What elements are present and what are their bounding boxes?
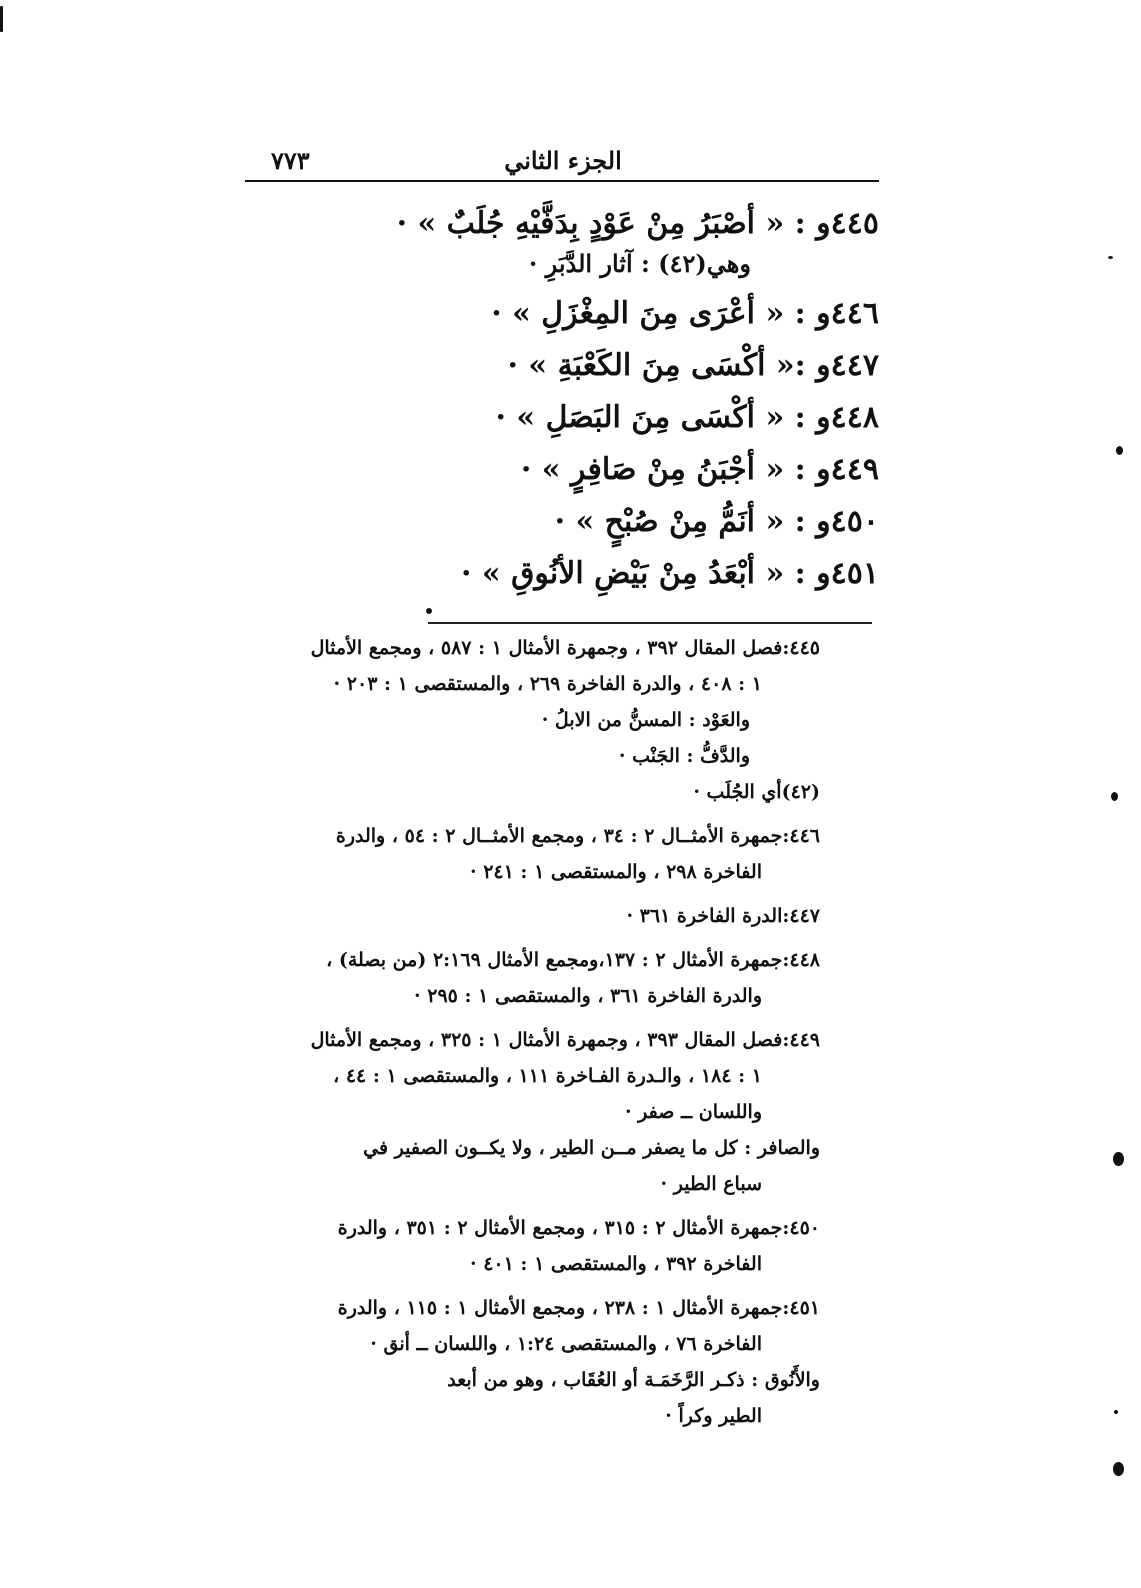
scan-speck <box>1113 1462 1124 1476</box>
footnote-line: (٤٢)أي الجُلَب · <box>693 781 820 803</box>
footnote <box>232 818 820 890</box>
scan-speck <box>1116 446 1123 455</box>
proverb-448 <box>247 392 879 444</box>
scan-speck <box>1114 1410 1118 1414</box>
proverb-number: ٤٤٥ <box>830 206 879 241</box>
proverb-number: ٤٤٨ <box>830 400 879 435</box>
footnote <box>232 1290 820 1434</box>
footnote-line: ٤٥٠:جمهرة الأمثال ٢ : ٣١٥ ، ومجمع الأمثال ٢ : ٣٥١ ، والدرة <box>337 1217 820 1239</box>
footnote-line: ٤٤٦:جمهرة الأمثــال ٢ : ٣٤ ، ومجمع الأمثــال ٢ : ٥٤ ، والدرة <box>335 825 820 847</box>
proverb-number: ٤٥٠ <box>830 504 879 539</box>
footnote <box>232 1210 820 1282</box>
header-rule <box>245 180 879 182</box>
proverb-text: و : « أعْرَى مِنَ المِغْزَلِ » · <box>491 296 831 331</box>
scan-speck <box>426 608 432 614</box>
footnote <box>232 898 820 934</box>
page-number: ٧٧٣ <box>271 146 310 175</box>
footnote-line: والعَوْد : المسنُّ من الابلُ · <box>541 709 750 731</box>
footnote-line: الطير وكراً · <box>665 1405 762 1427</box>
footnote-line: ٤٤٥:فصل المقال ٣٩٢ ، وجمهرة الأمثال ١ : ٥٨٧ ، ومجمع الأمثال <box>310 637 820 659</box>
proverb-446 <box>247 288 879 340</box>
footnote-line: ٤٥١:جمهرة الأمثال ١ : ٢٣٨ ، ومجمع الأمثال ١ : ١١٥ ، والدرة <box>337 1297 820 1319</box>
footnote-line: والدرة الفاخرة ٣٦١ ، والمستقصى ١ : ٢٩٥ · <box>414 985 762 1007</box>
proverb-text: و : « أجْبَنُ مِنْ صَافِرٍ » · <box>520 452 831 487</box>
page-header <box>247 140 879 180</box>
proverb-number: ٤٤٩ <box>830 452 879 487</box>
proverb-text: و : « أصْبَرُ مِنْ عَوْدٍ بِدَفَّيْهِ جُلَبٌ » · <box>396 206 831 241</box>
proverb-450 <box>247 496 879 548</box>
proverb-number: ٤٥١ <box>830 556 879 591</box>
proverb-text: و : « أنَمُّ مِنْ صُبْحٍ » · <box>554 504 831 539</box>
footnote-line: والدَّفُّ : الجَنْب · <box>618 745 750 767</box>
scan-speck <box>1111 792 1118 801</box>
scan-speck <box>1108 256 1113 259</box>
footnote <box>232 942 820 1014</box>
footnote-line: ٤٤٩:فصل المقال ٣٩٣ ، وجمهرة الأمثال ١ : ٣٢٥ ، ومجمع الأمثال <box>310 1029 820 1051</box>
proverb-text: و : « أكْسَى مِنَ البَصَلِ » · <box>495 400 831 435</box>
footnote-line: والصافر : كل ما يصفر مــن الطير ، ولا يكــون الصفير في <box>363 1137 820 1159</box>
footnote-line: ٤٤٧:الدرة الفاخرة ٣٦١ · <box>626 905 820 927</box>
footnote-line: ٤٤٨:جمهرة الأمثال ٢ : ١٣٧،ومجمع الأمثال ٢:١٦٩ (من بصلة) ، <box>326 949 820 971</box>
footnote-line: ١ : ١٨٤ ، والـدرة الفـاخرة ١١١ ، والمستقصى ١ : ٤٤ ، <box>333 1065 762 1087</box>
footnote <box>232 630 820 810</box>
footnote-line: والأَنُوق : ذكـر الرَّخَمَـة أو العُقَاب ، وهو من أبعد <box>447 1369 820 1391</box>
proverb-445 <box>247 198 879 250</box>
scan-speck <box>0 6 3 32</box>
proverb-text: و : « أبْعَدُ مِنْ بَيْضِ الأنُوقِ » · <box>461 556 831 591</box>
proverb-447 <box>247 340 879 392</box>
proverb-text: و :« أكْسَى مِنَ الكَعْبَةِ » · <box>507 348 831 383</box>
footnote-line: الفاخرة ٧٦ ، والمستقصى ١:٢٤ ، واللسان ــ أنق · <box>370 1333 762 1355</box>
proverbs-list <box>247 198 879 600</box>
footnote-line: الفاخرة ٢٩٨ ، والمستقصى ١ : ٢٤١ · <box>469 861 762 883</box>
proverb-note: وهي(٤٢) : آثار الدَّبَرِ · <box>528 249 751 278</box>
footnote <box>232 1022 820 1202</box>
running-title: الجزء الثاني <box>504 146 622 175</box>
proverb-number: ٤٤٦ <box>830 296 879 331</box>
footnote-line: سباع الطير · <box>660 1173 762 1195</box>
scan-speck <box>1113 1152 1124 1166</box>
footnote-line: الفاخرة ٣٩٢ ، والمستقصى ١ : ٤٠١ · <box>469 1253 762 1275</box>
footnotes <box>232 630 820 1442</box>
proverb-451 <box>247 548 879 600</box>
footnotes-rule <box>428 622 872 624</box>
footnote-line: واللسان ــ صفر · <box>624 1101 762 1123</box>
proverb-number: ٤٤٧ <box>830 348 879 383</box>
footnote-line: ١ : ٤٠٨ ، والدرة الفاخرة ٢٦٩ ، والمستقصى ١ : ٢٠٣ · <box>333 673 762 695</box>
proverb-449 <box>247 444 879 496</box>
